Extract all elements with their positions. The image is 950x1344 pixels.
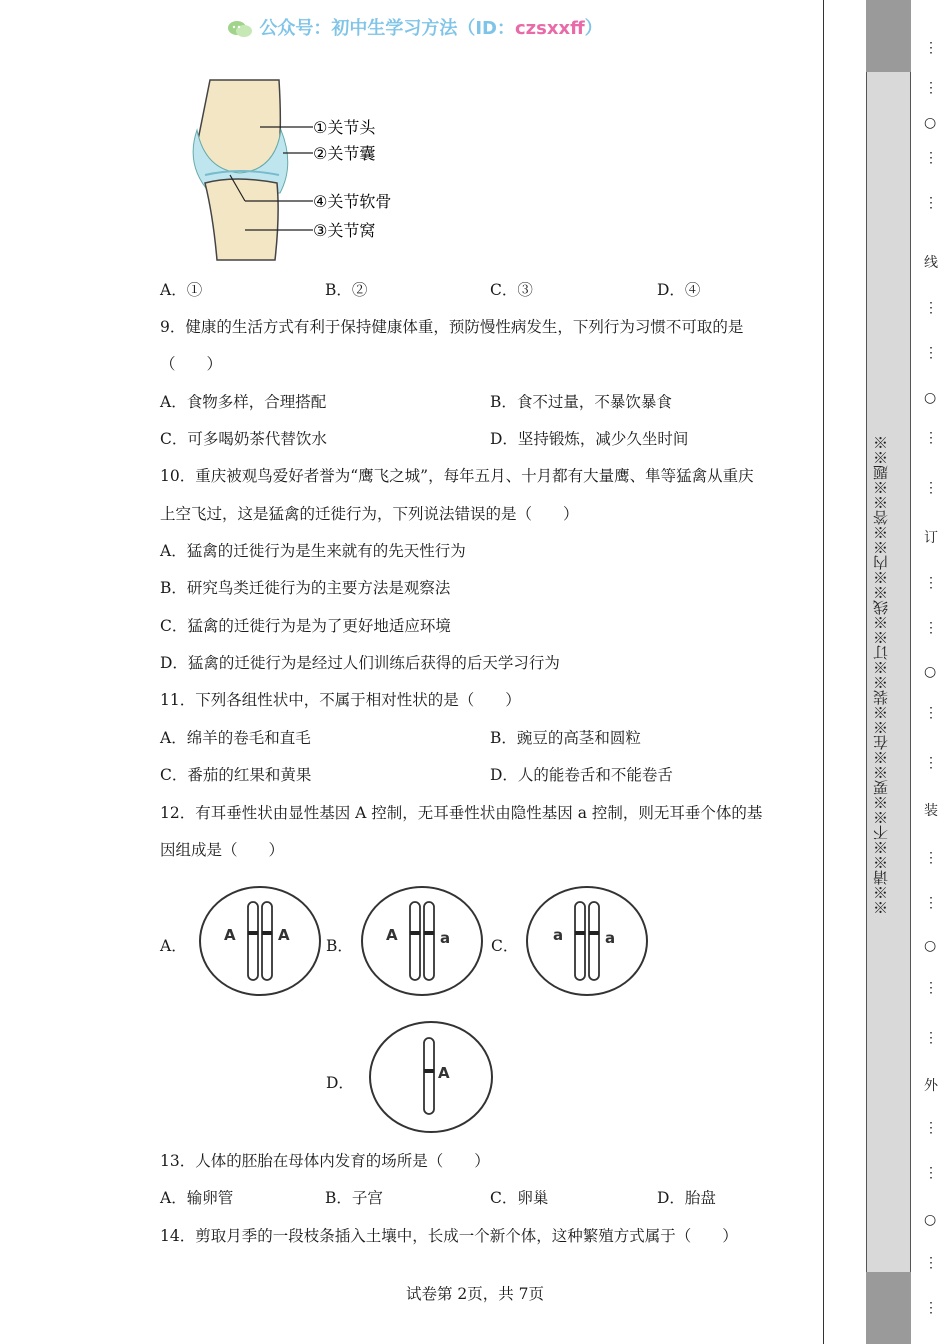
q11-option-c[interactable]: C．番茄的红果和黄果: [160, 766, 312, 784]
q8-option-c[interactable]: C．③: [490, 281, 533, 299]
binding-mark-ding: 订: [924, 530, 938, 546]
binding-dots: ⋮: [924, 575, 938, 591]
seal-strip-cap-bottom: [866, 1272, 911, 1344]
q10-stem-line2: 上空飞过，这是猛禽的迁徙行为，下列说法错误的是（ ）: [160, 505, 579, 523]
q9-option-b[interactable]: B．食不过量，不暴饮暴食: [490, 393, 672, 411]
wechat-icon: [227, 19, 253, 39]
binding-circle: ○: [924, 1212, 937, 1228]
q12-label-d[interactable]: D．: [326, 1074, 354, 1092]
binding-dots: ⋮: [924, 980, 938, 996]
binding-dots: ⋮: [924, 80, 938, 96]
q8-option-b[interactable]: B．②: [325, 281, 368, 299]
binding-dots: ⋮: [924, 620, 938, 636]
binding-dots: ⋮: [924, 705, 938, 721]
binding-dots: ⋮: [924, 40, 938, 56]
q12-cell-d-right-gene: A: [438, 1064, 450, 1082]
q12-stem-line1: 12．有耳垂性状由显性基因 A 控制，无耳垂性状由隐性基因 a 控制，则无耳垂个体的基: [160, 804, 763, 822]
binding-line: [918, 0, 946, 1344]
binding-dots: ⋮: [924, 1120, 938, 1136]
binding-mark-wai: 外: [924, 1078, 938, 1094]
q9-option-a[interactable]: A．食物多样，合理搭配: [160, 393, 327, 411]
watermark-id: czsxxff: [514, 18, 585, 39]
q12-cell-c-left-gene: a: [553, 926, 564, 944]
q12-cell-a-left-gene: A: [224, 926, 236, 944]
q12-cell-b[interactable]: [360, 885, 484, 997]
q10-option-b[interactable]: B．研究鸟类迁徙行为的主要方法是观察法: [160, 579, 451, 597]
q12-cell-b-right-gene: a: [440, 929, 451, 947]
q12-cell-a[interactable]: [198, 885, 322, 997]
knee-label-3: ③关节窝: [313, 221, 376, 240]
binding-dots: ⋮: [924, 850, 938, 866]
seal-strip-warning: ※※请※※不※※要※※在※※装※※订※※线※※内※※答※※题※※: [872, 435, 890, 915]
q13-option-a[interactable]: A．输卵管: [160, 1189, 234, 1207]
lower-bone: [205, 179, 278, 260]
q10-stem-line1: 10．重庆被观鸟爱好者誉为“鹰飞之城”，每年五月、十月都有大量鹰、隼等猛禽从重庆: [160, 467, 754, 485]
watermark-suffix: ）: [584, 18, 603, 39]
q11-option-d[interactable]: D．人的能卷舌和不能卷舌: [490, 766, 673, 784]
q12-stem-line2: 因组成是（ ）: [160, 841, 285, 859]
q13-stem: 13．人体的胚胎在母体内发育的场所是（ ）: [160, 1152, 490, 1170]
knee-joint-figure: [175, 75, 425, 265]
q11-option-a[interactable]: A．绵羊的卷毛和直毛: [160, 729, 311, 747]
binding-mark-zhuang: 装: [924, 803, 938, 819]
q10-option-a[interactable]: A．猛禽的迁徙行为是生来就有的先天性行为: [160, 542, 466, 560]
binding-dots: ⋮: [924, 195, 938, 211]
q9-stem: 9．健康的生活方式有利于保持健康体重，预防慢性病发生，下列行为习惯不可取的是: [160, 318, 744, 336]
q14-stem: 14．剪取月季的一段枝条插入土壤中，长成一个新个体，这种繁殖方式属于（ ）: [160, 1227, 738, 1245]
binding-dots: ⋮: [924, 430, 938, 446]
binding-dots: ⋮: [924, 755, 938, 771]
q8-option-a[interactable]: A．①: [160, 281, 203, 299]
q12-cell-d[interactable]: [368, 1020, 494, 1134]
q12-label-b[interactable]: B．: [326, 937, 353, 955]
binding-circle: ○: [924, 390, 937, 406]
binding-dots: ⋮: [924, 895, 938, 911]
binding-dots: ⋮: [924, 1255, 938, 1271]
binding-dots: ⋮: [924, 1300, 938, 1316]
q13-option-d[interactable]: D．胎盘: [657, 1189, 716, 1207]
q11-option-b[interactable]: B．豌豆的高茎和圆粒: [490, 729, 641, 747]
q10-option-c[interactable]: C．猛禽的迁徙行为是为了更好地适应环境: [160, 617, 451, 635]
binding-mark-xian: 线: [924, 255, 938, 271]
q9-paren: （ ）: [160, 355, 223, 373]
q9-option-d[interactable]: D．坚持锻炼，减少久坐时间: [490, 430, 689, 448]
margin-line: [823, 0, 824, 1344]
q9-option-c[interactable]: C．可多喝奶茶代替饮水: [160, 430, 327, 448]
q12-cell-a-right-gene: A: [278, 926, 290, 944]
knee-label-1: ①关节头: [313, 118, 376, 137]
binding-dots: ⋮: [924, 480, 938, 496]
q13-option-c[interactable]: C．卵巢: [490, 1189, 549, 1207]
q12-cell-c-right-gene: a: [605, 929, 616, 947]
binding-circle: ○: [924, 938, 937, 954]
page-footer: 试卷第 2页，共 7页: [405, 1285, 545, 1303]
watermark: [0, 14, 830, 40]
q12-label-c[interactable]: C．: [491, 937, 519, 955]
binding-dots: ⋮: [924, 150, 938, 166]
knee-label-2: ②关节囊: [313, 144, 376, 163]
q13-option-b[interactable]: B．子宫: [325, 1189, 383, 1207]
seal-strip-cap-top: [866, 0, 911, 72]
q12-cell-c[interactable]: [525, 885, 649, 997]
binding-dots: ⋮: [924, 1030, 938, 1046]
q12-label-a[interactable]: A．: [160, 937, 187, 955]
binding-dots: ⋮: [924, 300, 938, 316]
q12-cell-b-left-gene: A: [386, 926, 398, 944]
q11-stem: 11．下列各组性状中，不属于相对性状的是（ ）: [160, 691, 521, 709]
binding-circle: ○: [924, 664, 937, 680]
binding-circle: ○: [924, 115, 937, 131]
q10-option-d[interactable]: D．猛禽的迁徙行为是经过人们训练后获得的后天学习行为: [160, 654, 560, 672]
q8-option-d[interactable]: D．④: [657, 281, 701, 299]
watermark-prefix: 公众号：初中生学习方法（ID：: [259, 18, 515, 39]
binding-dots: ⋮: [924, 345, 938, 361]
binding-dots: ⋮: [924, 1165, 938, 1181]
knee-label-4: ④关节软骨: [313, 192, 392, 211]
